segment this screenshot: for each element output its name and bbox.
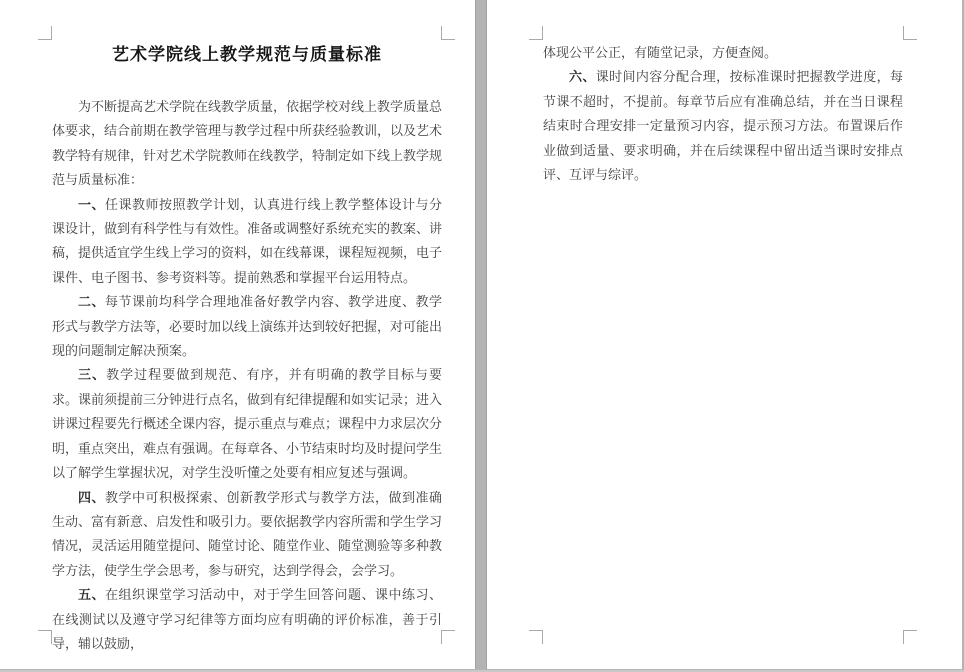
section-number: 六、 bbox=[569, 70, 596, 86]
page-2-paragraphs bbox=[543, 42, 903, 188]
paragraph[interactable] bbox=[52, 194, 442, 292]
paragraph[interactable] bbox=[52, 364, 442, 486]
paragraph-text: 任课教师按照教学计划，认真进行线上教学整体设计与分课设计，做到有科学性与有效性。准备或调整好系统充实的教案、讲稿，提供适宜学生线上学习的资料，如在线幕课，课程短视频，电子课件、电子图书、参考资料等。提前熟悉和掌握平台运用特点。 bbox=[52, 197, 443, 286]
document-title: 艺术学院线上教学规范与质量标准 bbox=[112, 45, 382, 65]
section-number: 四、 bbox=[78, 490, 105, 506]
paragraph-text: 在组织课堂学习活动中，对于学生回答问题、课中练习、在线测试以及遵守学习纪律等方面均应有明确的评价标准，善于引导，辅以鼓励， bbox=[52, 588, 442, 652]
paragraph-text: 为不断提高艺术学院在线教学质量，依据学校对线上教学质量总体要求，结合前期在教学管理与教学过程中所获经验教训，以及艺术教学特有规律，针对艺术学院教师在线教学，特制定如下线上教学规范与质量标准： bbox=[52, 100, 443, 189]
paragraph[interactable] bbox=[52, 96, 442, 194]
page-1-content bbox=[0, 0, 475, 657]
page-gap bbox=[475, 0, 487, 669]
paragraph-text: 每节课前均科学合理地准备好教学内容、教学进度、教学形式与教学方法等，必要时加以线上演练并达到较好把握，对可能出现的问题制定解决预案。 bbox=[52, 295, 443, 360]
page-2-content bbox=[487, 0, 962, 188]
paragraph-text: 教学过程要做到规范、有序，并有明确的教学目标与要求。课前须提前三分钟进行点名，做到有纪律提醒和如实记录；进入讲课过程要先行概述全课内容，提示重点与难点；课程中力求层次分明，重点突出，难点有强调。在每章各、小节结束时均及时提问学生以了解学生掌握状况，对学生没听懂之处要有相应复述与强调。 bbox=[52, 368, 443, 482]
paragraph-text: 体现公平公正，有随堂记录，方便查阅。 bbox=[543, 46, 778, 61]
paragraph[interactable] bbox=[52, 487, 442, 585]
paragraph-text: 教学中可积极探索、创新教学形式与教学方法，做到准确生动、富有新意、启发性和吸引力。要依据教学内容所需和学生学习情况，灵活运用随堂提问、随堂讨论、随堂作业、随堂测验等多种教学方法，使学生学会思考，参与研究，达到学得会，会学习。 bbox=[52, 490, 443, 579]
section-number: 三、 bbox=[78, 368, 107, 384]
document-page-1[interactable] bbox=[0, 0, 475, 669]
crop-mark-bottom-right bbox=[903, 630, 917, 644]
section-number: 二、 bbox=[78, 295, 105, 311]
paragraph[interactable] bbox=[543, 42, 903, 66]
paragraph[interactable] bbox=[52, 291, 442, 364]
crop-mark-bottom-left bbox=[529, 630, 543, 644]
paragraph[interactable] bbox=[543, 66, 903, 188]
section-number: 五、 bbox=[78, 588, 105, 604]
section-number: 一、 bbox=[78, 197, 105, 213]
paragraph[interactable] bbox=[52, 584, 442, 657]
document-page-2[interactable] bbox=[487, 0, 962, 669]
paragraph-text: 课时间内容分配合理，按标准课时把握教学进度，每节课不超时，不提前。每章节后应有准确总结，并在当日课程结束时合理安排一定量预习内容，提示预习方法。布置课后作业做到适量、要求明确，并在后续课程中留出适当课时安排点评、互评与综评。 bbox=[543, 70, 903, 184]
page-1-paragraphs bbox=[52, 96, 442, 657]
